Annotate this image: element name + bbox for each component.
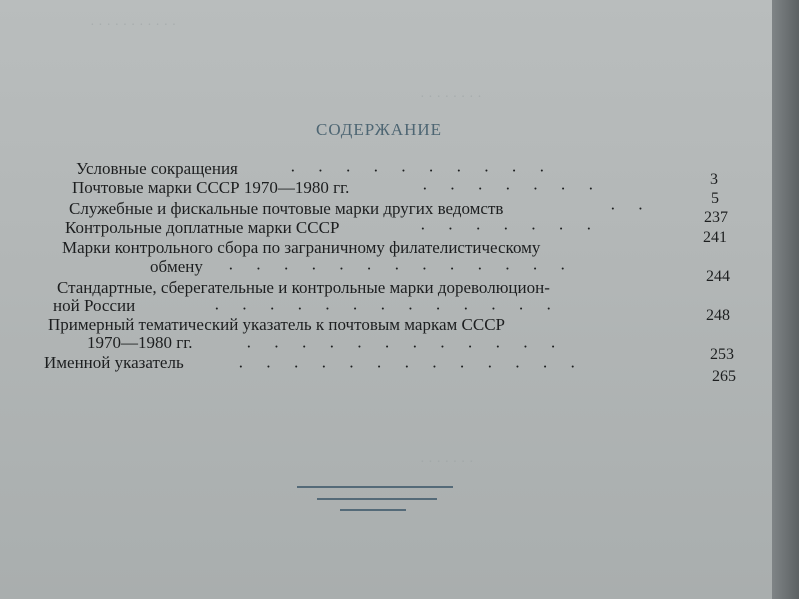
show-through-text: · · · · · · · · — [420, 90, 482, 105]
toc-entry-title: Марки контрольного сбора по заграничному филателистическому — [62, 238, 541, 257]
book-edge-shadow — [772, 0, 799, 599]
toc-entry-title: Именной указатель — [44, 353, 184, 372]
toc-entry-title: Контрольные доплатные марки СССР — [65, 218, 340, 237]
toc-page-number: 253 — [710, 346, 734, 363]
toc-entry-title: Почтовые марки СССР 1970—1980 гг. — [72, 178, 350, 197]
toc-page-number: 241 — [703, 229, 727, 246]
toc-page-number: 248 — [706, 307, 730, 324]
show-through-text: · · · · · · · — [420, 455, 474, 470]
show-through-text: · · · · · · · · · · · — [90, 18, 177, 33]
leader-dots: ············· — [238, 357, 598, 376]
toc-entry-continuation: ной России — [53, 296, 136, 315]
toc-entry-title: Примерный тематический указатель к почтовым маркам СССР — [48, 315, 505, 334]
leader-dots: ············· — [214, 299, 574, 318]
toc-entry-title: Стандартные, сберегательные и контрольные марки дореволюцион- — [57, 278, 550, 297]
toc-page-number: 265 — [712, 368, 736, 385]
toc-page-number: 3 — [710, 171, 718, 188]
decorative-rule — [340, 509, 406, 511]
leader-dots: ······· — [420, 219, 614, 238]
leader-dots: ············· — [228, 259, 588, 278]
toc-entry-continuation: обмену — [150, 257, 203, 276]
decorative-rule — [317, 498, 437, 500]
decorative-rule — [297, 486, 453, 488]
leader-dots: ·· — [610, 199, 666, 218]
toc-entry-title: Условные сокращения — [76, 159, 238, 178]
toc-page-number: 237 — [704, 209, 728, 226]
toc-page-number: 5 — [711, 190, 719, 207]
leader-dots: ·········· — [290, 161, 567, 180]
toc-entry-title: Служебные и фискальные почтовые марки других ведомств — [69, 199, 504, 218]
contents-heading: СОДЕРЖАНИЕ — [316, 120, 443, 139]
leader-dots: ······· — [422, 179, 616, 198]
toc-entry-continuation: 1970—1980 гг. — [87, 333, 193, 352]
leader-dots: ············ — [246, 337, 578, 356]
toc-page-number: 244 — [706, 268, 730, 285]
